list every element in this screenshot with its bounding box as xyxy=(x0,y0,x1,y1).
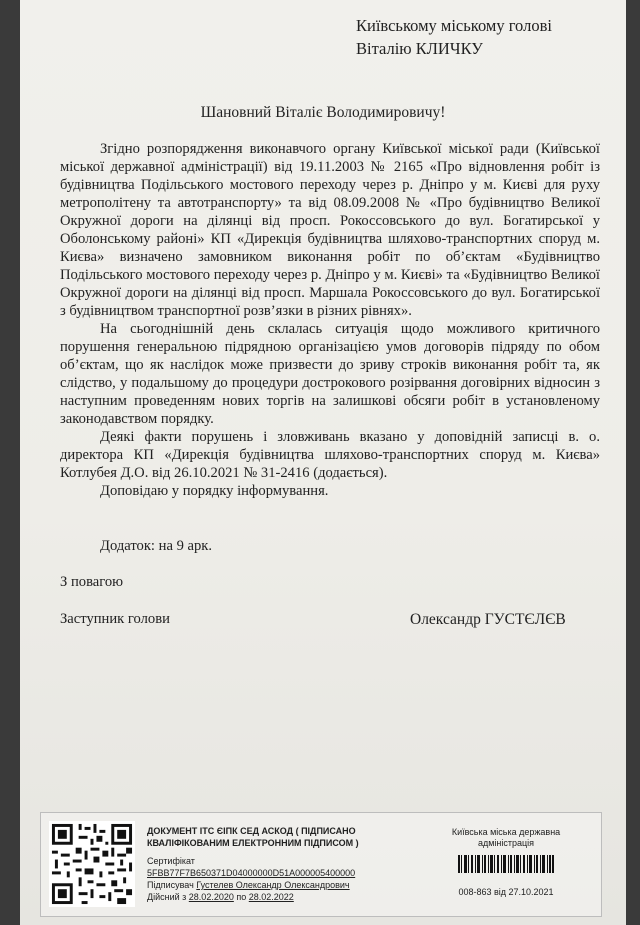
closing-regards: З повагою xyxy=(60,574,124,590)
addressee-line-2: Віталію КЛИЧКУ xyxy=(356,39,483,58)
paragraph-4: Доповідаю у порядку інформування. xyxy=(100,483,329,499)
organization-line-1: Київська міська державна xyxy=(451,827,561,837)
registration-number: 008-863 від 27.10.2021 xyxy=(458,887,554,897)
appendix-note: Додаток: на 9 арк. xyxy=(100,538,213,554)
addressee-line-1: Київському міському голові xyxy=(356,16,552,35)
greeting: Шановний Віталіє Володимировичу! xyxy=(200,104,446,121)
valid-to-label: по xyxy=(236,892,247,902)
signer-name: Олександр ГУСТЄЛЄВ xyxy=(410,611,566,628)
barcode-icon xyxy=(458,855,554,873)
paragraph-2: На сьогоднішній день склалась ситуація щодо можливого критичного порушення генеральною підрядною організацією умов договорів підряду по обом об’єктам, що як наслідок може призвести до зриву строків виконання робіт та, як слідство, у подальшому до процедури дострокового розірвання договірних відносин з наступним проведенням нових торгів на залишкові обсяги робіт в установленому законодавством порядку. xyxy=(60,321,600,427)
e-signature-stamp xyxy=(40,812,602,917)
qr-code-icon xyxy=(49,821,135,907)
document-page xyxy=(20,0,626,925)
valid-from-label: Дійсний з xyxy=(147,892,187,902)
validity-line xyxy=(147,891,387,903)
certificate-value: 5FBB77F7B650371D04000000D51A000005400000 xyxy=(147,868,356,878)
addressee-block xyxy=(356,14,552,60)
valid-to-date: 28.02.2022 xyxy=(248,892,294,902)
organization-line-2: адміністрація xyxy=(477,838,535,848)
signer-value: Густелев Олександр Олександрович xyxy=(196,880,350,890)
paragraph-3: Деякі факти порушень і зловживань вказано у доповідній записці в. о. директора КП «Дирекція будівництва шляхово-транспортних споруд м. Києва» Котлубея Д.О. від 26.10.2021 № 31-2416 (додається). xyxy=(60,429,600,481)
stamp-signature-info xyxy=(147,825,387,903)
stamp-title-line-1: ДОКУМЕНТ ІТС ЄІПК СЕД АСКОД ( ПІДПИСАНО xyxy=(147,826,356,836)
signer-position: Заступник голови xyxy=(60,611,170,627)
stamp-title-line-2: КВАЛІФІКОВАНИМ ЕЛЕКТРОННИМ ПІДПИСОМ ) xyxy=(147,838,359,848)
letter-body xyxy=(60,140,600,500)
stamp-registration xyxy=(421,827,591,898)
signer-line xyxy=(147,879,387,891)
paragraph-1: Згідно розпорядження виконавчого органу Київської міської ради (Київської міської державної адміністрації) від 19.11.2003 № 2165 «Про відновлення робіт із будівництва Подільського мостового переходу через р. Дніпро у м. Києві для руху метрополітену та автотранспорту» та від 08.09.2008 № «Про будівництво Великої Окружної дороги на ділянці від просп. Рокоссовського до вул. Богатирської у Оболонському районі» КП «Дирекція будівництва шляхово-транспортних споруд м. Києва» визначено замовником виконання робіт по об’єктам «Будівництво Подільського мостового переходу через р. Дніпро у м. Києві» та «Будівництво Великої Окружної дороги на ділянці від просп. Маршала Рокоссовського до вул. Богатирської з будівництвом транспортної розв’язки в різних рівнях». xyxy=(60,141,600,319)
certificate-label: Сертифікат xyxy=(147,856,195,866)
signer-label: Підписувач xyxy=(147,880,194,890)
valid-from-date: 28.02.2020 xyxy=(188,892,234,902)
